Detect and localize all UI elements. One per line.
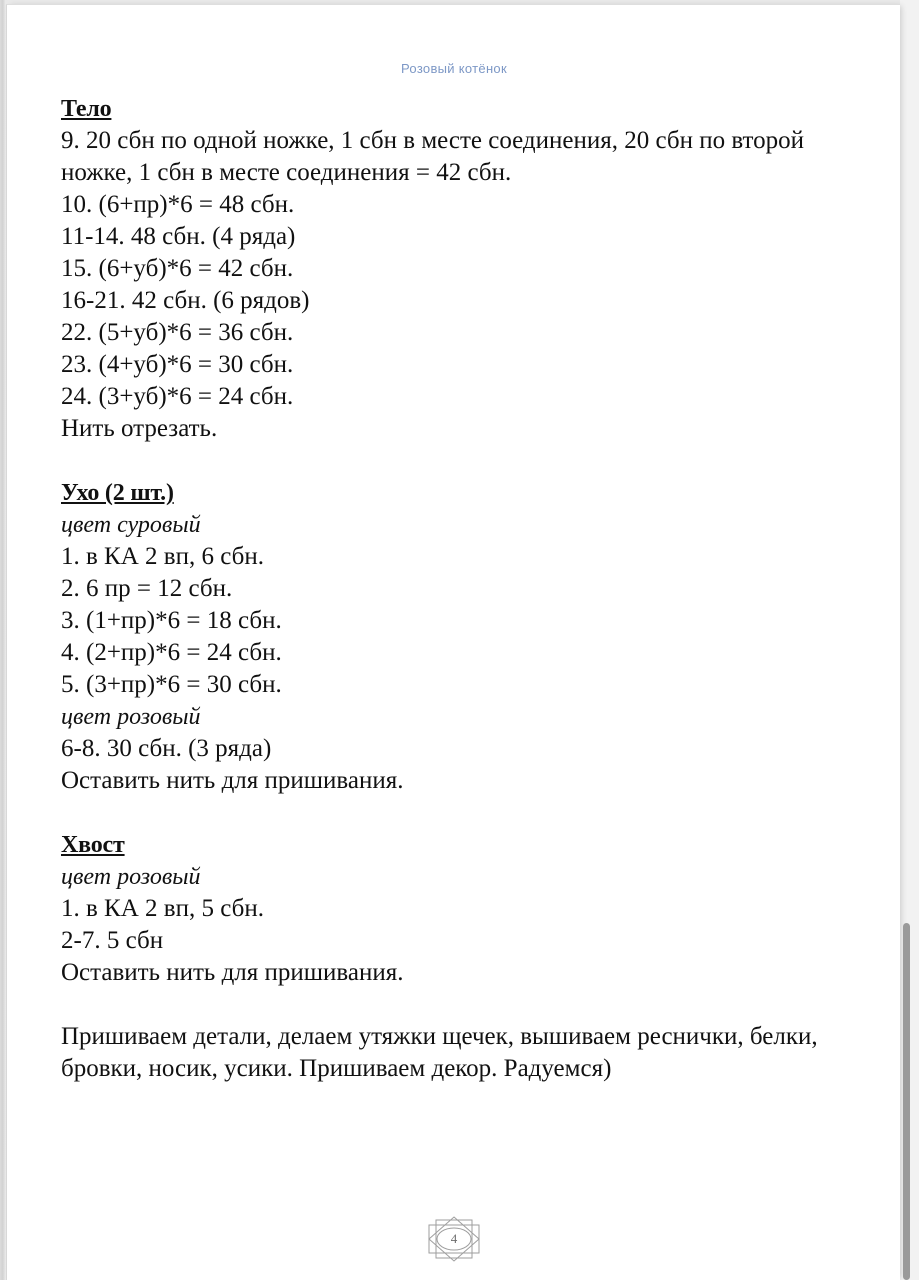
section-heading-telo: Тело — [61, 96, 112, 122]
pattern-line: 1. в КА 2 вп, 6 сбн. — [61, 543, 264, 570]
pattern-line: 10. (6+пр)*6 = 48 сбн. — [61, 191, 295, 218]
running-header: Розовый котёнок — [401, 61, 507, 76]
pattern-line: 15. (6+уб)*6 = 42 сбн. — [61, 255, 294, 282]
pattern-line: Оставить нить для пришивания. — [61, 959, 404, 986]
document-body — [61, 93, 861, 1085]
section-spacer — [61, 989, 861, 1021]
page-number-ornament — [423, 1214, 485, 1264]
pattern-line: Оставить нить для пришивания. — [61, 767, 404, 794]
section-heading-hvost: Хвост — [61, 832, 125, 858]
pattern-line: 2. 6 пр = 12 сбн. — [61, 575, 233, 602]
section-spacer — [61, 445, 861, 477]
color-note: цвет розовый — [61, 864, 201, 890]
closing-paragraph: Пришиваем детали, делаем утяжки щечек, вышиваем реснички, белки, бровки, носик, усики. Пришиваем декор. Радуемся) — [61, 1023, 818, 1082]
color-note: цвет розовый — [61, 704, 201, 730]
section-heading-uho: Ухо (2 шт.) — [61, 480, 174, 506]
document-page — [6, 4, 900, 1280]
pattern-line: 4. (2+пр)*6 = 24 сбн. — [61, 639, 282, 666]
page-footer — [7, 1214, 900, 1264]
pattern-line: 5. (3+пр)*6 = 30 сбн. — [61, 671, 282, 698]
vertical-scrollbar-thumb[interactable] — [903, 923, 910, 1280]
pattern-line: 16-21. 42 сбн. (6 рядов) — [61, 287, 310, 314]
pattern-line: 23. (4+уб)*6 = 30 сбн. — [61, 351, 294, 378]
pattern-line: 1. в КА 2 вп, 5 сбн. — [61, 895, 264, 922]
pattern-line: 3. (1+пр)*6 = 18 сбн. — [61, 607, 282, 634]
pattern-line: 9. 20 сбн по одной ножке, 1 сбн в месте соединения, 20 сбн по второй ножке, 1 сбн в месте соединения = 42 сбн. — [61, 127, 811, 186]
pattern-line: Нить отрезать. — [61, 415, 218, 442]
pattern-line: 11-14. 48 сбн. (4 ряда) — [61, 223, 296, 250]
section-spacer — [61, 797, 861, 829]
vertical-scrollbar-track[interactable] — [906, 0, 915, 1280]
pattern-line: 24. (3+уб)*6 = 24 сбн. — [61, 383, 294, 410]
pattern-line: 2-7. 5 сбн — [61, 927, 164, 954]
pattern-line: 22. (5+уб)*6 = 36 сбн. — [61, 319, 294, 346]
pattern-line: 6-8. 30 сбн. (3 ряда) — [61, 735, 272, 762]
color-note: цвет суровый — [61, 512, 201, 538]
page-number: 4 — [450, 1231, 458, 1246]
